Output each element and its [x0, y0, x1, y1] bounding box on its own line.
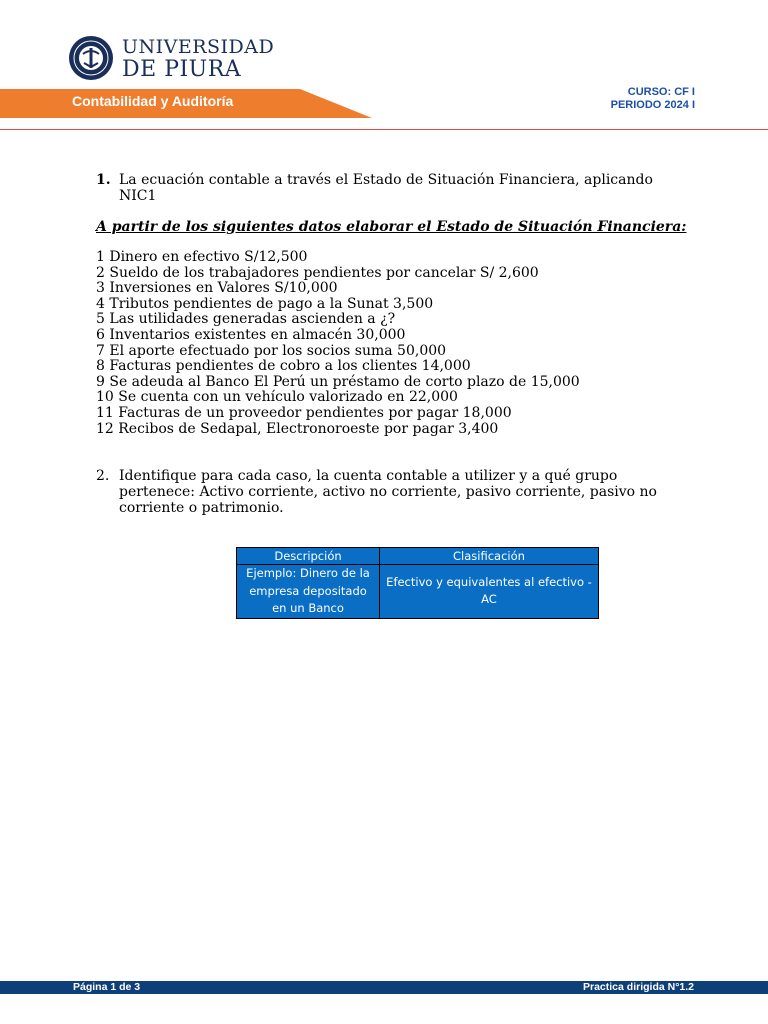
table-header-row — [237, 548, 599, 565]
list-item: 8 Facturas pendientes de cobro a los clientes 14,000 — [96, 358, 471, 375]
list-item: 12 Recibos de Sedapal, Electronoroeste por pagar 3,400 — [96, 420, 499, 437]
list-item: 9 Se adeuda al Banco El Perú un préstamo de corto plazo de 15,000 — [96, 373, 580, 390]
list-item: 2 Sueldo de los trabajadores pendientes por cancelar S/ 2,600 — [96, 264, 539, 281]
course-code: CURSO: CF I — [627, 86, 695, 98]
question-1-number: 1. — [96, 172, 111, 188]
page-number: Página 1 de 3 — [73, 981, 141, 993]
question-2-text: Identifique para cada caso, la cuenta contable a utilizer y a qué grupo pertenece: Activo corriente, activo no corriente, pasivo corriente, pasivo no corriente o patrimonio. — [119, 468, 657, 516]
list-item: 4 Tributos pendientes de pago a la Sunat 3,500 — [96, 295, 434, 312]
page-footer — [0, 981, 768, 994]
classification-table — [236, 547, 599, 619]
university-name-line2: DE PIURA — [122, 57, 242, 82]
list-item: 1 Dinero en efectivo S/12,500 — [96, 249, 308, 265]
university-logo — [68, 30, 275, 86]
table-cell-description: Ejemplo: Dinero de la empresa depositado en un Banco — [237, 565, 380, 619]
question-1-text: La ecuación contable a través el Estado de Situación Financiera, aplicando NIC1 — [119, 172, 653, 204]
question-2 — [96, 468, 686, 516]
list-item: 5 Las utilidades generadas ascienden a ¿? — [96, 311, 396, 328]
course-period: PERIODO 2024 I — [610, 98, 695, 111]
list-item: 6 Inventarios existentes en almacén 30,000 — [96, 326, 406, 343]
course-title: Contabilidad y Auditoría — [72, 93, 234, 109]
question-2-number: 2. — [96, 468, 110, 484]
university-name — [122, 36, 274, 82]
table-cell-classification: Efectivo y equivalentes al efectivo - AC — [380, 565, 599, 619]
university-name-line1: UNIVERSIDAD — [122, 36, 275, 58]
data-list — [96, 250, 580, 437]
list-item: 11 Facturas de un proveedor pendientes por pagar 18,000 — [96, 404, 512, 421]
exercise-instruction: A partir de los siguientes datos elaborar el Estado de Situación Financiera: — [96, 219, 687, 235]
university-seal-icon — [68, 30, 114, 86]
list-item: 3 Inversiones en Valores S/10,000 — [96, 280, 338, 297]
document-title: Practica dirigida N°1.2 — [583, 981, 694, 993]
question-1 — [96, 172, 686, 204]
course-meta — [611, 86, 695, 111]
column-header-classification: Clasificación — [380, 548, 599, 565]
list-item: 7 El aporte efectuado por los socios suma 50,000 — [96, 342, 447, 359]
list-item: 10 Se cuenta con un vehículo valorizado en 22,000 — [96, 389, 458, 406]
header-divider — [0, 129, 768, 130]
table-row — [237, 565, 599, 619]
column-header-description: Descripción — [237, 548, 380, 565]
